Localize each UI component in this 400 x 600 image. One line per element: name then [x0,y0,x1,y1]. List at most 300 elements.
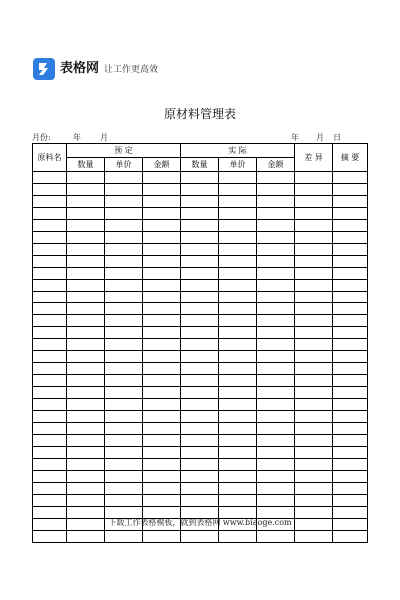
table-cell [105,423,143,435]
table-cell [219,494,257,506]
table-cell [33,231,67,243]
date-month-label: 月 [316,133,324,142]
table-cell [257,387,295,399]
table-cell [333,315,368,327]
table-cell [33,207,67,219]
table-body [33,172,368,543]
table-cell [181,363,219,375]
table-row [33,482,368,494]
table-cell [143,506,181,518]
table-cell [105,243,143,255]
table-cell [67,219,105,231]
table-row [33,303,368,315]
table-cell [33,172,67,184]
table-cell [33,267,67,279]
table-cell [67,207,105,219]
table-cell [295,494,333,506]
table-cell [143,172,181,184]
table-cell [143,183,181,195]
table-cell [333,482,368,494]
table-cell [105,279,143,291]
table-cell [67,387,105,399]
table-cell [295,446,333,458]
table-cell [33,255,67,267]
table-cell [219,387,257,399]
table-row [33,279,368,291]
table-cell [67,375,105,387]
table-cell [33,411,67,423]
table-cell [333,387,368,399]
table-cell [181,482,219,494]
table-cell [257,530,295,542]
table-cell [257,339,295,351]
table-cell [67,195,105,207]
table-cell [67,291,105,303]
table-cell [181,267,219,279]
table-cell [295,207,333,219]
table-cell [181,494,219,506]
table-cell [219,411,257,423]
table-cell [181,279,219,291]
table-cell [181,458,219,470]
table-cell [333,506,368,518]
table-cell [333,327,368,339]
table-cell [257,351,295,363]
table-cell [219,255,257,267]
table-cell [105,195,143,207]
table-cell [105,470,143,482]
table-row [33,423,368,435]
table-cell [105,363,143,375]
table-cell [257,375,295,387]
table-row [33,207,368,219]
table-cell [143,399,181,411]
table-row [33,291,368,303]
table-row [33,327,368,339]
table-cell [219,482,257,494]
table-cell [295,195,333,207]
table-cell [257,470,295,482]
table-cell [295,243,333,255]
table-cell [33,303,67,315]
table-cell [295,375,333,387]
header-summary: 摘 要 [333,144,368,172]
table-cell [105,446,143,458]
table-cell [105,327,143,339]
table-cell [333,399,368,411]
table-cell [33,434,67,446]
table-cell [257,183,295,195]
table-cell [67,243,105,255]
table-cell [219,172,257,184]
table-cell [33,291,67,303]
table-cell [67,530,105,542]
table-cell [219,375,257,387]
table-cell [257,506,295,518]
table-cell [181,207,219,219]
table-cell [295,458,333,470]
brand-logo-icon [33,58,55,80]
table-cell [33,363,67,375]
table-cell [143,530,181,542]
table-cell [143,411,181,423]
header-planned-unit-price: 单价 [105,158,143,172]
table-cell [67,423,105,435]
table-row [33,375,368,387]
table-cell [333,470,368,482]
table-cell [295,219,333,231]
table-cell [219,399,257,411]
table-cell [33,375,67,387]
table-cell [181,387,219,399]
table-cell [333,363,368,375]
table-row [33,255,368,267]
table-cell [105,172,143,184]
table-cell [67,183,105,195]
table-row [33,530,368,542]
table-cell [105,434,143,446]
table-cell [333,267,368,279]
table-cell [67,303,105,315]
table-cell [295,363,333,375]
table-cell [105,219,143,231]
table-cell [67,279,105,291]
table-cell [105,458,143,470]
table-cell [257,458,295,470]
table-cell [143,482,181,494]
table-cell [181,195,219,207]
table-cell [143,243,181,255]
table-cell [181,446,219,458]
table-cell [219,434,257,446]
table-cell [181,506,219,518]
table-cell [143,303,181,315]
table-cell [105,482,143,494]
table-cell [219,231,257,243]
table-cell [333,434,368,446]
table-cell [257,315,295,327]
table-cell [333,411,368,423]
table-cell [105,506,143,518]
table-cell [181,327,219,339]
table-cell [333,530,368,542]
table-row [33,183,368,195]
table-cell [333,423,368,435]
table-cell [219,327,257,339]
header-material-name: 原料名 [33,144,67,172]
month-label: 月份: [32,133,51,142]
table-cell [67,255,105,267]
table-cell [143,458,181,470]
brand-slogan: 让工作更高效 [104,65,159,75]
table-row [33,351,368,363]
table-cell [181,303,219,315]
table-row [33,172,368,184]
table-cell [295,339,333,351]
table-cell [257,494,295,506]
table-cell [33,446,67,458]
table-cell [105,494,143,506]
table-cell [33,530,67,542]
table-cell [143,219,181,231]
table-cell [181,315,219,327]
table-cell [105,303,143,315]
table-cell [257,399,295,411]
table-cell [219,530,257,542]
table-cell [295,279,333,291]
table-cell [105,411,143,423]
table-cell [143,327,181,339]
table-cell [67,399,105,411]
table-cell [257,172,295,184]
table-cell [181,375,219,387]
table-cell [333,375,368,387]
table-cell [257,207,295,219]
table-cell [295,255,333,267]
table-cell [295,506,333,518]
table-cell [67,446,105,458]
table-cell [333,458,368,470]
table-cell [333,183,368,195]
table-cell [143,351,181,363]
table-cell [181,399,219,411]
table-cell [333,494,368,506]
table-cell [257,303,295,315]
table-cell [181,243,219,255]
table-cell [33,387,67,399]
table-cell [67,506,105,518]
table-cell [143,363,181,375]
year-label: 年 [73,133,81,142]
table-cell [257,279,295,291]
table-cell [143,231,181,243]
table-cell [105,231,143,243]
table-cell [333,446,368,458]
table-cell [143,446,181,458]
table-cell [105,315,143,327]
table-cell [143,291,181,303]
table-cell [257,411,295,423]
table-cell [33,482,67,494]
table-row [33,195,368,207]
table-cell [333,243,368,255]
table-cell [333,339,368,351]
table-cell [257,434,295,446]
table-cell [67,482,105,494]
table-cell [105,183,143,195]
table-cell [333,255,368,267]
table-cell [219,315,257,327]
table-cell [295,231,333,243]
table-cell [67,231,105,243]
table-cell [257,482,295,494]
table-cell [67,363,105,375]
table-cell [219,458,257,470]
table-cell [181,470,219,482]
table-cell [181,231,219,243]
table-cell [67,351,105,363]
table-cell [295,315,333,327]
table-cell [219,351,257,363]
table-cell [257,363,295,375]
table-row [33,506,368,518]
table-cell [295,183,333,195]
table-cell [33,315,67,327]
table-cell [219,279,257,291]
table-cell [257,243,295,255]
table-cell [181,255,219,267]
table-cell [333,195,368,207]
document-title: 原材料管理表 [163,107,236,121]
table-row [33,315,368,327]
table-cell [143,434,181,446]
table-cell [219,195,257,207]
table-row [33,363,368,375]
table-cell [67,172,105,184]
table-cell [333,291,368,303]
table-cell [219,291,257,303]
date-year-label: 年 [291,133,299,142]
table-cell [295,351,333,363]
table-cell [219,423,257,435]
table-cell [257,231,295,243]
table-cell [257,255,295,267]
table-cell [143,375,181,387]
table-cell [181,219,219,231]
table-row [33,399,368,411]
table-cell [295,434,333,446]
table-cell [143,423,181,435]
table-cell [219,470,257,482]
table-cell [105,339,143,351]
table-cell [219,303,257,315]
table-cell [67,470,105,482]
table-cell [143,207,181,219]
table-cell [105,207,143,219]
table-cell [295,423,333,435]
table-cell [67,434,105,446]
table-cell [257,446,295,458]
table-cell [181,291,219,303]
table-cell [105,255,143,267]
table-cell [143,470,181,482]
table-row [33,219,368,231]
table-row [33,231,368,243]
table-cell [295,530,333,542]
table-row [33,446,368,458]
table-cell [181,423,219,435]
footer-text: 下载工作表格模板，就到表格网 www.biaoge.com [108,518,292,527]
header-actual-amount: 金额 [257,158,295,172]
table-cell [295,399,333,411]
table-row [33,494,368,506]
table-cell [219,506,257,518]
table-cell [219,219,257,231]
table-cell [105,399,143,411]
table-cell [295,470,333,482]
table-row [33,243,368,255]
table-cell [33,494,67,506]
table-cell [257,195,295,207]
table-cell [219,339,257,351]
table-cell [219,183,257,195]
table-cell [257,219,295,231]
header-actual-quantity: 数量 [181,158,219,172]
table-cell [181,411,219,423]
table-cell [181,183,219,195]
table-cell [105,530,143,542]
table-cell [143,494,181,506]
table-cell [219,207,257,219]
table-cell [67,458,105,470]
table-cell [181,351,219,363]
header-difference: 差 异 [295,144,333,172]
table-cell [33,183,67,195]
table-cell [219,363,257,375]
table-cell [295,267,333,279]
table-cell [33,327,67,339]
table-cell [333,303,368,315]
table-row [33,267,368,279]
table-cell [143,315,181,327]
table-cell [67,267,105,279]
table-cell [33,195,67,207]
table-cell [333,231,368,243]
table-cell [105,375,143,387]
table-cell [105,351,143,363]
table-cell [33,423,67,435]
table-cell [33,243,67,255]
table-cell [333,219,368,231]
table-cell [105,387,143,399]
table-cell [333,172,368,184]
table-cell [33,470,67,482]
header-actual-unit-price: 单价 [219,158,257,172]
header-planned-amount: 金额 [143,158,181,172]
table-cell [219,446,257,458]
table-cell [33,506,67,518]
table-cell [333,207,368,219]
table-cell [143,255,181,267]
table-cell [33,339,67,351]
table-cell [181,339,219,351]
table-row [33,470,368,482]
date-day-label: 日 [333,133,341,142]
table-cell [33,279,67,291]
table-cell [257,327,295,339]
table-cell [295,411,333,423]
table-cell [67,494,105,506]
table-cell [33,219,67,231]
table-cell [257,423,295,435]
table-cell [219,243,257,255]
table-cell [143,195,181,207]
table-cell [143,387,181,399]
table-cell [143,267,181,279]
table-cell [67,339,105,351]
table-cell [33,399,67,411]
table-cell [295,291,333,303]
table-cell [67,327,105,339]
table-cell [295,172,333,184]
table-cell [181,434,219,446]
table-cell [219,267,257,279]
table-cell [295,482,333,494]
table-cell [181,172,219,184]
table-cell [67,315,105,327]
table-cell [105,267,143,279]
table-row [33,434,368,446]
